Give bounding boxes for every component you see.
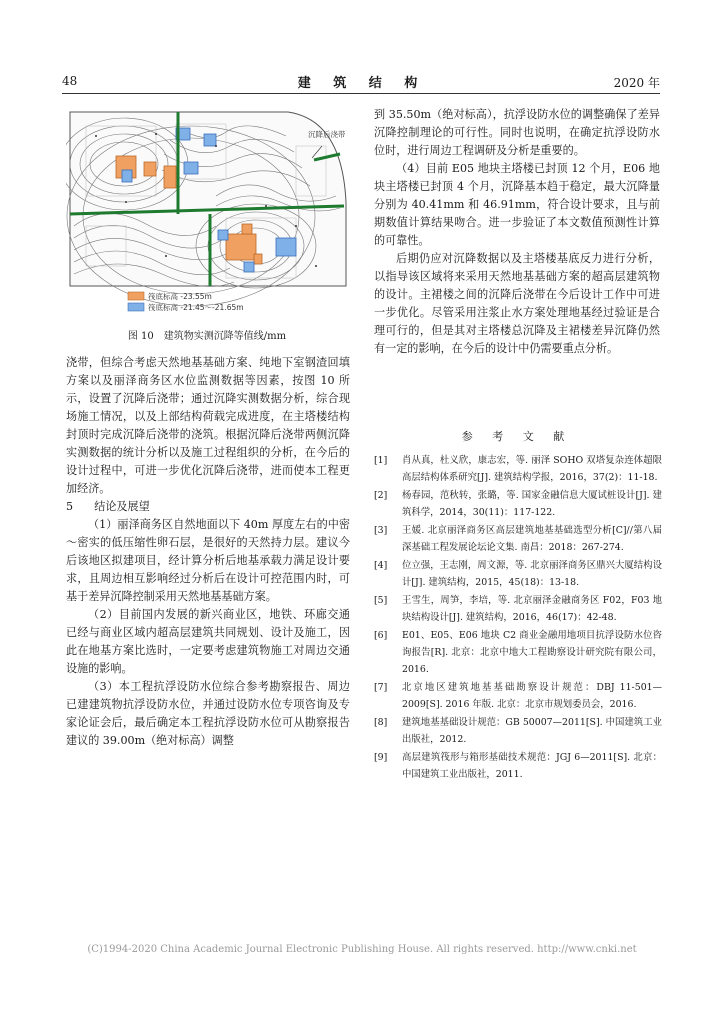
section-number: 5: [66, 500, 74, 513]
copyright-footer: (C)1994-2020 China Academic Journal Electronic Publishing House. All rights reserved. http://www.cnki.net: [87, 944, 637, 955]
legend-swatch-orange: [128, 292, 144, 300]
contour-map: [66, 106, 348, 316]
section-title: 结论及展望: [94, 500, 150, 513]
figure-caption: 图 10 建筑物实测沉降等值线/mm: [127, 331, 287, 342]
settlement-contour-figure: [66, 106, 348, 316]
legend-label-blue: 筏底标高 -21.45～-21.65m: [148, 303, 244, 312]
reference-item: [4] 位立强，王志刚，周文源，等. 北京丽泽商务区鼎兴大厦结构设计[J]. 建筑结构，2015，45(18)：13-18.: [374, 560, 662, 588]
issue-year: 2020 年: [613, 76, 660, 90]
paragraph: （1）丽泽商务区自然地面以下 40m 厚度左右的中密～密实的低压缩性卵石层，是很好的天然持力层。建议今后该地区拟建项目，经计算分析后地基承载力满足设计要求，且周边相互影响经过分析后在设计可控范围内时，可基于差异沉降控制采用天然地基基础方案。: [66, 518, 350, 603]
reference-item: [2] 杨春园，范秋转，张璐，等. 国家金融信息大厦试桩设计[J]. 建筑科学，2014，30(11)：117-122.: [374, 490, 662, 518]
journal-title: 建 筑 结 构: [297, 76, 427, 91]
reference-item: [8] 建筑地基基础设计规范：GB 50007—2011[S]. 中国建筑工业出版社，2012.: [374, 717, 662, 745]
paragraph: 后期仍应对沉降数据以及主塔楼基底反力进行分析，以指导该区域将来采用天然地基基础方案的超高层建筑物的设计。主裙楼之间的沉降后浇带在今后设计工作中可进一步优化。尽管采用注浆止水方案处理地基经过验证是合理可行的，但是其对主塔楼总沉降及主裙楼差异沉降仍然有一定的影响，在今后的设计中仍需要重点分析。: [374, 252, 660, 355]
reference-item: [9] 高层建筑筏形与箱形基础技术规范：JGJ 6—2011[S]. 北京：中国建筑工业出版社，2011.: [374, 752, 662, 780]
reference-item: [3] 王媛. 北京丽泽商务区高层建筑地基基础选型分析[C]//第八届深基础工程发展论坛论文集. 南昌：2018：267-274.: [374, 525, 662, 553]
legend-label-orange: 筏底标高 -23.55m: [148, 292, 212, 301]
paragraph: 到 35.50m（绝对标高），抗浮设防水位的调整确保了差异沉降控制理论的可行性。同时也说明，在确定抗浮设防水位时，进行周边工程调研及分析是重要的。: [374, 108, 660, 157]
right-column: [374, 106, 660, 358]
references-title: 参 考 文 献: [461, 430, 573, 443]
paragraph: （4）目前 E05 地块主塔楼已封顶 12 个月，E06 地块主塔楼已封顶 4 个月，沉降基本趋于稳定，最大沉降量分别为 40.41mm 和 46.91mm，符合设计要求，且与前期数值计算结果吻合。进一步验证了本文数值预测性计算的可靠性。: [374, 162, 660, 247]
reference-item: [7] 北京地区建筑地基基础勘察设计规范：DBJ 11-501—2009[S]. 2016 年版. 北京：北京市规划委员会，2016.: [374, 682, 662, 710]
section-heading: [66, 498, 350, 516]
paragraph: 浇带，但综合考虑天然地基基础方案、纯地下室钢渣回填方案以及丽泽商务区水位监测数据等因素，按图 10 所示，设置了沉降后浇带；通过沉降实测数据分析，综合现场施工情况，以及上部结构荷载完成进度，在主塔楼结构封顶时完成沉降后浇带的浇筑。根据沉降后浇带两侧沉降实测数据的统计分析以及施工过程组织的分析，在今后的设计过程中，可进一步优化沉降后浇带，进而使本工程更加经济。: [66, 356, 350, 495]
header-rule: [62, 93, 660, 94]
page-number: 48: [62, 74, 78, 88]
paragraph: （2）目前国内发展的新兴商业区，地铁、环廊交通已经与商业区域内超高层建筑共同规划、设计及施工，因此在地基方案比选时，一定要考虑建筑物施工对周边交通设施的影响。: [66, 608, 350, 675]
reference-item: [6] E01、E05、E06 地块 C2 商业金融用地项目抗浮设防水位咨询报告[R]. 北京：北京中地大工程勘察设计研究院有限公司，2016.: [374, 630, 662, 675]
reference-item: [5] 王雪生，周笋，李培，等. 北京丽泽金融商务区 F02，F03 地块结构设计[J]. 建筑结构，2016，46(17)：42-48.: [374, 595, 662, 623]
reference-item: [1] 肖从真，杜义欣，康志宏，等. 丽泽 SOHO 双塔复杂连体超限高层结构体系研究[J]. 建筑结构学报，2016，37(2)：11-18.: [374, 455, 662, 483]
figure-legend: [128, 291, 244, 312]
paragraph: （3）本工程抗浮设防水位综合参考勘察报告、周边已建建筑物抗浮设防水位，并通过设防水位专项咨询及专家论证会后，最后确定本工程抗浮设防水位可从勘察报告建议的 39.00m（绝对标高）调整: [66, 680, 350, 747]
reference-list: [374, 452, 662, 784]
post-pour-label: 沉降后浇带: [308, 130, 346, 139]
left-column: [66, 354, 350, 750]
legend-swatch-blue: [128, 303, 144, 311]
